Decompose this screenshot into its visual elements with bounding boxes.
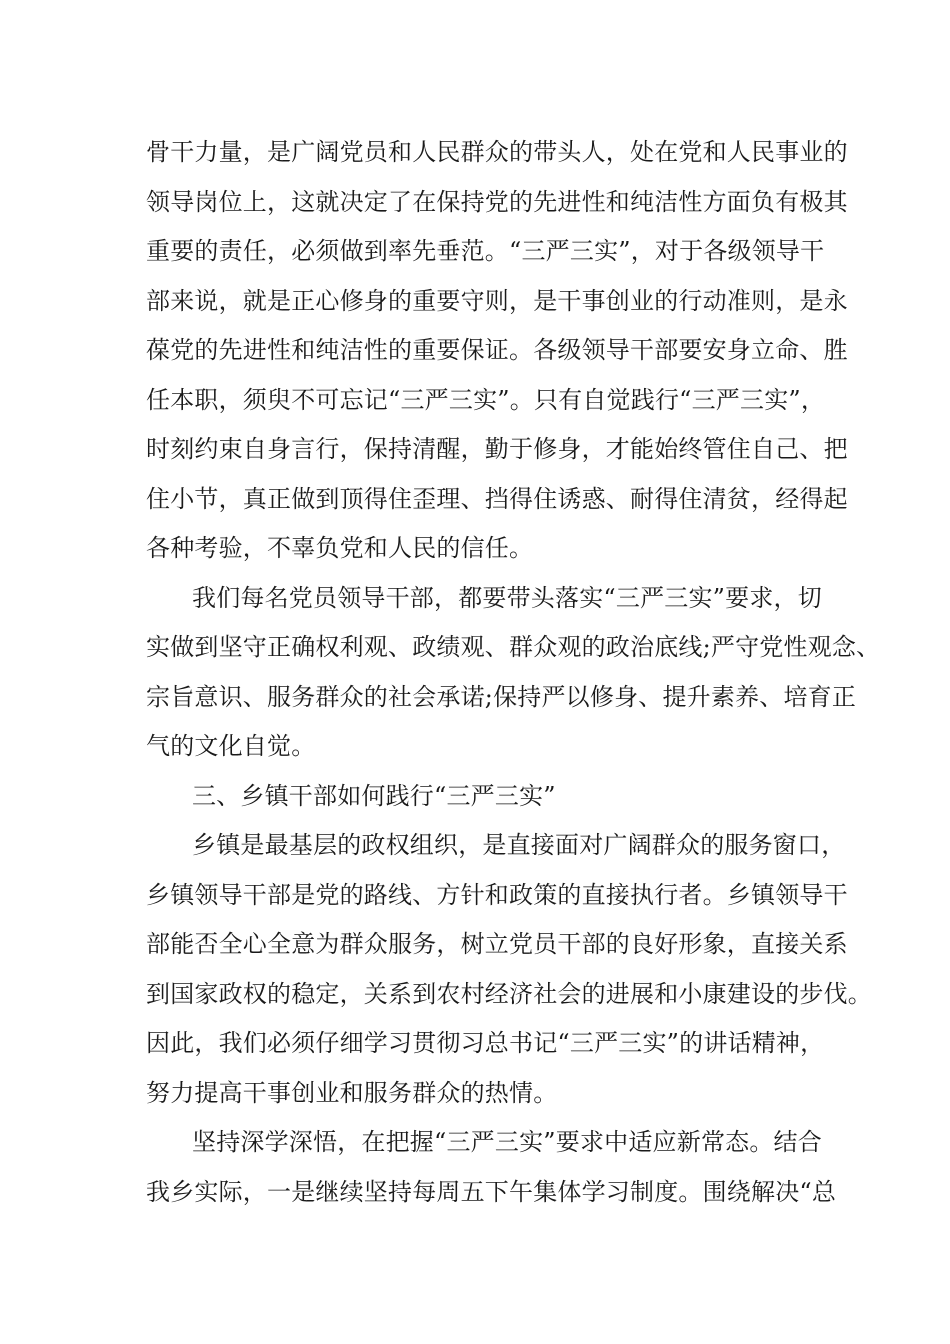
text-line: 努力提高干事创业和服务群众的热情。 xyxy=(146,1078,558,1107)
text-line: 到国家政权的稳定，关系到农村经济社会的进展和小康建设的步伐。 xyxy=(146,979,872,1008)
text-line: 重要的责任，必须做到率先垂范。“三严三实”，对于各级领导干 xyxy=(146,237,825,265)
text-line: 实做到坚守正确权利观、政绩观、群众观的政治底线;严守党性观念、 xyxy=(146,633,881,661)
text-line: 部能否全心全意为群众服务，树立党员干部的良好形象，直接关系 xyxy=(146,930,848,958)
text-line: 部来说，就是正心修身的重要守则，是干事创业的行动准则，是永 xyxy=(146,286,848,315)
text-line: 领导岗位上，这就决定了在保持党的先进性和纯洁性方面负有极其 xyxy=(146,187,848,216)
paragraph-first-line: 坚持深学深悟，在把握“三严三实”要求中适应新常态。结合 xyxy=(192,1128,822,1156)
paragraph-first-line: 乡镇是最基层的政权组织，是直接面对广阔群众的服务窗口， xyxy=(192,831,846,859)
document-body xyxy=(146,128,881,1217)
text-line: 宗旨意识、服务群众的社会承诺;保持严以修身、提升素养、培育正 xyxy=(146,682,857,711)
text-line: 乡镇领导干部是党的路线、方针和政策的直接执行者。乡镇领导干 xyxy=(146,880,848,909)
text-line: 任本职，须臾不可忘记“三严三实”。只有自觉践行“三严三实”， xyxy=(146,385,826,414)
text-line: 时刻约束自身言行，保持清醒，勤于修身，才能始终管住自己、把 xyxy=(146,435,848,463)
text-line: 葆党的先进性和纯洁性的重要保证。各级领导干部要安身立命、胜 xyxy=(146,336,848,364)
text-line: 我乡实际，一是继续坚持每周五下午集体学习制度。围绕解决“总 xyxy=(146,1177,837,1206)
text-line: 骨干力量，是广阔党员和人民群众的带头人，处在党和人民事业的 xyxy=(146,138,848,166)
text-line: 各种考验，不辜负党和人民的信任。 xyxy=(146,534,534,562)
text-line: 因此，我们必须仔细学习贯彻习总书记“三严三实”的讲话精神， xyxy=(146,1029,825,1057)
text-line: 气的文化自觉。 xyxy=(146,732,316,760)
section-heading: 三、乡镇干部如何践行“三严三实” xyxy=(192,781,556,810)
text-line: 住小节，真正做到顶得住歪理、挡得住诱惑、耐得住清贫，经得起 xyxy=(146,484,848,513)
paragraph-first-line: 我们每名党员领导干部，都要带头落实“三严三实”要求，切 xyxy=(192,583,822,612)
